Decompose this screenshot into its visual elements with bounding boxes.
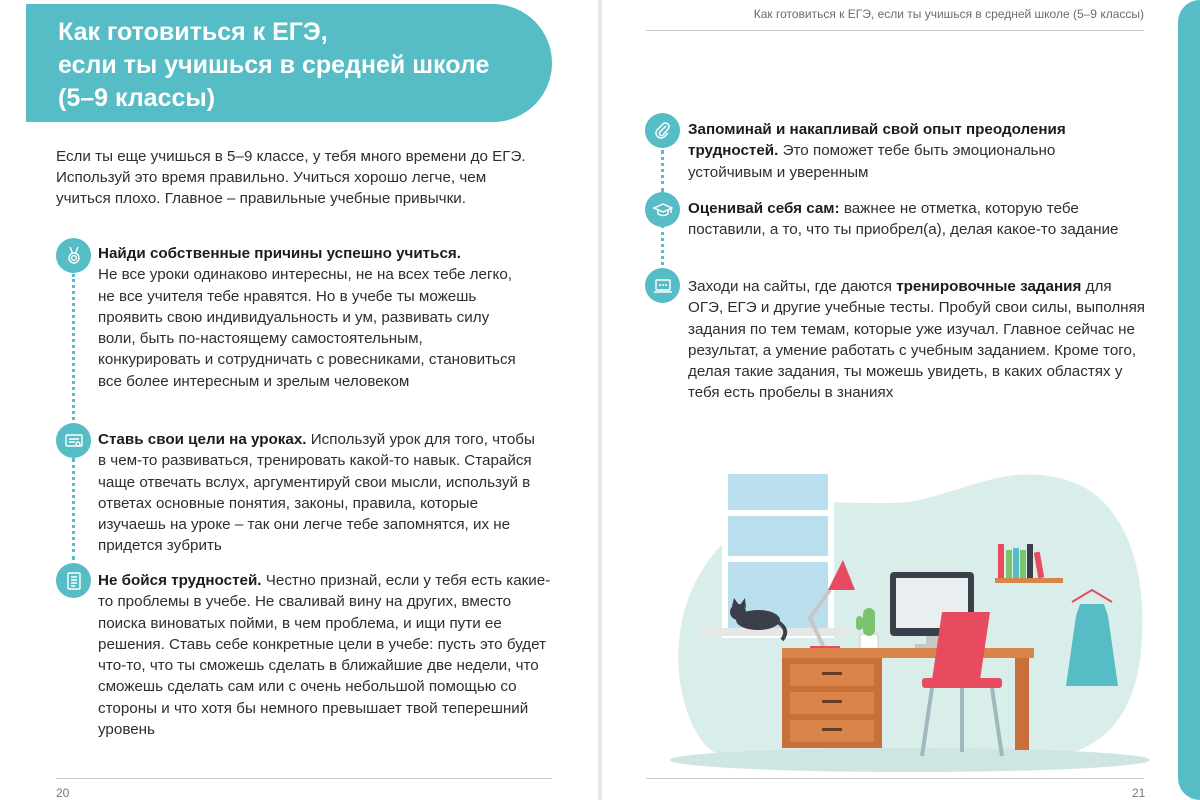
- timeline-dots: [72, 458, 75, 560]
- certificate-icon: [56, 423, 91, 458]
- title-banner: [26, 4, 552, 122]
- item-lead: Запоминай и накапливай свой опыт преодоления трудностей.: [688, 121, 1066, 160]
- title-line-2: если ты учишься в средней школе: [58, 51, 490, 79]
- item-text: Это поможет тебе быть эмоционально устойчивым и уверенным: [688, 142, 1056, 181]
- timeline-dots: [72, 274, 75, 420]
- intro-paragraph: Если ты еще учишься в 5–9 классе, у тебя много времени до ЕГЭ. Используй это время правильно. Учиться хорошо легче, чем учиться плохо. Главное – правильные учебные привычки.: [56, 148, 526, 207]
- title-line-3: (5–9 классы): [58, 84, 216, 112]
- left-page: [0, 0, 598, 800]
- list-item: [688, 198, 1128, 241]
- item-text: важнее не отметка, которую тебе поставили, а то, что ты приобрел(а), делая какое-то задание: [688, 200, 1119, 239]
- list-item: [98, 570, 553, 740]
- graduation-cap-icon: [645, 192, 680, 227]
- item-lead: тренировочные задания: [896, 278, 1082, 295]
- footer-rule: [56, 778, 552, 779]
- title-line-1: Как готовиться к ЕГЭ,: [58, 18, 328, 46]
- item-text: для ОГЭ, ЕГЭ и другие учебные тесты. Пробуй свои силы, выполняя задания по тем темам, которые уже изучал. Главное сейчас не результат, а умение работать с учебным заданием. Кроме того, делая такие задания, ты можешь увидеть, в каких областях у тебя есть пробелы в знаниях: [688, 278, 1146, 402]
- item-lead: Найди собственные причины успешно учиться.: [98, 245, 461, 262]
- running-header: Как готовиться к ЕГЭ, если ты учишься в средней школе (5–9 классы): [753, 7, 1144, 21]
- list-item: [688, 119, 1128, 183]
- timeline-dots: [661, 150, 664, 192]
- item-lead: Не бойся трудностей.: [98, 572, 262, 589]
- list-item: [98, 243, 528, 392]
- item-text: Используй урок для того, чтобы в чем-то развиваться, тренировать какой-то навык. Старайся чаще отвечать вслух, аргументируй свои мысли, используй в ответах основные понятия, законы, правила, которые изучаешь на уроке – так они легче тебе запомнятся, их не придется зубрить: [98, 431, 535, 555]
- floor-shadow: [670, 748, 1150, 772]
- item-text: Не все уроки одинаково интересны, не на всех тебе легко, не все учителя тебе нравятся. Но в учебе ты можешь проявить свою индивидуальность и ум, развивать силу воли, быть по-настоящему самостоятельным, конкурировать и сотрудничать с ровесниками, становиться все более интересным и зрелым человеком: [98, 266, 516, 390]
- document-icon: [56, 563, 91, 598]
- item-text: Честно признай, если у тебя есть какие-то проблемы в учебе. Не сваливай вину на других, вместо поиска виноватых пойми, в чем проблема, и ищи пути ее решения. Ставь себе конкретные цели в учебе: пусть это будет что-то, что ты сможешь сделать в ближайшие две недели, что сможешь сделать сам или с очень небольшой помощью со стороны и что хотя бы немного превышает твой теперешний уровень: [98, 572, 551, 739]
- header-rule: [646, 30, 1144, 31]
- window: [700, 468, 850, 638]
- side-stripe: [1178, 0, 1200, 800]
- medal-icon: [56, 238, 91, 273]
- list-item: [688, 276, 1148, 404]
- list-item: [98, 429, 538, 557]
- item-text-before: Заходи на сайты, где даются: [688, 278, 892, 295]
- timeline-dots: [661, 225, 664, 265]
- page-number: 20: [56, 786, 70, 800]
- page-number: 21: [1132, 786, 1146, 800]
- study-desk-illustration: [660, 440, 1150, 785]
- laptop-icon: [645, 268, 680, 303]
- paperclip-icon: [645, 113, 680, 148]
- item-lead: Оценивай себя сам:: [688, 200, 840, 217]
- item-lead: Ставь свои цели на уроках.: [98, 431, 307, 448]
